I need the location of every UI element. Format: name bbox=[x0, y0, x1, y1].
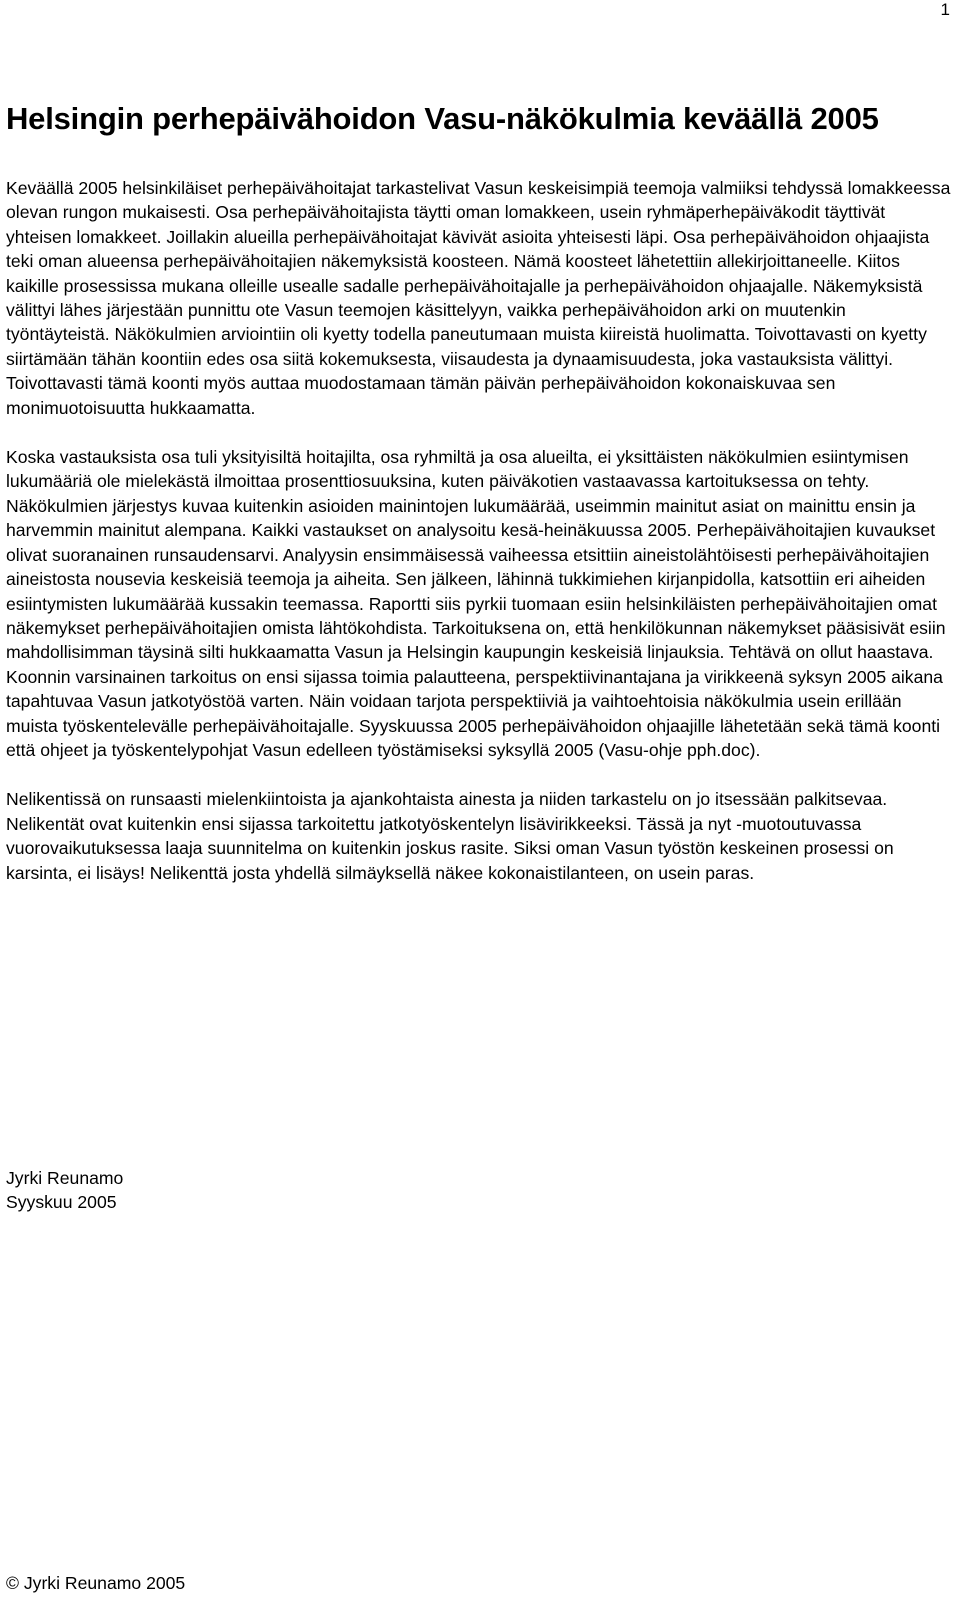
paragraph-intro: Keväällä 2005 helsinkiläiset perhepäivähoitajat tarkastelivat Vasun keskeisimpiä teemoja valmiiksi tehdyssä lomakkeessa olevan rungon mukaisesti. Osa perhepäivähoitajista täytti oman lomakkeen, usein ryhmäperhepäiväkodit täyttivät yhteisen lomakkeet. Joillakin alueilla perhepäivähoitajat kävivät asioita yhteisesti läpi. Osa perhepäivähoidon ohjaajista teki oman alueensa perhepäivähoitajien näkemyksistä koosteen. Nämä koosteet lähetettiin allekirjoittaneelle. Kiitos kaikille prosessissa mukana olleille usealle sadalle perhepäivähoitajalle ja perhepäivähoidon ohjaajalle. Näkemyksistä välittyi lähes järjestään punnittu ote Vasun teemojen käsittelyyn, vaikka perhepäivähoidon arki on muutenkin työntäyteistä. Näkökulmien arviointiin oli kyetty todella paneutumaan muista kiireistä huolimatta. Toivottavasti on kyetty siirtämään tähän koontiin edes osa siitä kokemuksesta, viisaudesta ja dynaamisuudesta, joka vastauksista välittyi. Toivottavasti tämä koonti myös auttaa muodostamaan tämän päivän perhepäivähoidon kokonaiskuvaa sen monimuotoisuutta hukkaamatta. bbox=[6, 178, 951, 418]
signature-date: Syyskuu 2005 bbox=[6, 1192, 117, 1213]
document-title: Helsingin perhepäivähoidon Vasu-näkökulmia keväällä 2005 bbox=[6, 101, 879, 136]
page-number: 1 bbox=[940, 0, 950, 19]
paragraph-quadrants: Nelikentissä on runsaasti mielenkiintoista ja ajankohtaista ainesta ja niiden tarkastelu on jo itsessään palkitsevaa. Nelikentät ovat kuitenkin ensi sijassa tarkoitettu jatkotyöskentelyn lisävirikkeeksi. Tässä ja nyt -muotoutuvassa vuorovaikutuksessa laaja suunnitelma on kuitenkin joskus rasite. Siksi oman Vasun työstön keskeinen prosessi on karsinta, ei lisäys! Nelikenttä josta yhdellä silmäyksellä näkee kokonaistilanteen, on usein paras. bbox=[6, 789, 894, 883]
signature-author: Jyrki Reunamo bbox=[6, 1168, 124, 1188]
document-body bbox=[6, 98, 952, 910]
copyright-footer: © Jyrki Reunamo 2005 bbox=[6, 1573, 186, 1593]
paragraph-method: Koska vastauksista osa tuli yksityisiltä hoitajilta, osa ryhmiltä ja osa alueilta, ei yksittäisten näkökulmien esiintymisen lukumääriä ole mielekästä ilmoittaa prosenttiosuuksina, kuten päiväkotien vastaavassa kartoituksessa on tehty. Näkökulmien järjestys kuvaa kuitenkin asioiden mainintojen lukumäärää, useimmin mainitut asiat on mainittu ensin ja harvemmin mainitut alempana. Kaikki vastaukset on analysoitu kesä-heinäkuussa 2005. Perhepäivähoitajien kuvaukset olivat suoranainen runsaudensarvi. Analyysin ensimmäisessä vaiheessa etsittiin aineistolähtöisesti perhepäivähoitajien aineistosta nousevia keskeisiä teemoja ja aiheita. Sen jälkeen, lähinnä tukkimiehen kirjanpidolla, katsottiin eri aiheiden esiintymisten lukumäärää kussakin teemassa. Raportti siis pyrkii tuomaan esiin helsinkiläisten perhepäivähoitajien omat näkemykset perhepäivähoitajien omista lähtökohdista. Tarkoituksena on, että henkilökunnan näkemykset pääsisivät esiin mahdollisimman täysinä silti hukkaamatta Vasun ja Helsingin kaupungin keskeisiä linjauksia. Tehtävä on ollut haastava. Koonnin varsinainen tarkoitus on ensi sijassa toimia palautteena, perspektiivinantajana ja virikkeenä syksyn 2005 aikana tapahtuvaa Vasun jatkotyöstöä varten. Näin voidaan tarjota perspektiiviä ja vaihtoehtoisia näkökulmia usein erillään muista työskentelevälle perhepäivähoitajalle. Syyskuussa 2005 perhepäivähoidon ohjaajille lähetetään sekä tämä koonti että ohjeet ja työskentelypohjat Vasun edelleen työstämiseksi syksyllä 2005 (Vasu-ohje pph.doc). bbox=[6, 447, 946, 760]
signature-block bbox=[6, 1166, 123, 1215]
